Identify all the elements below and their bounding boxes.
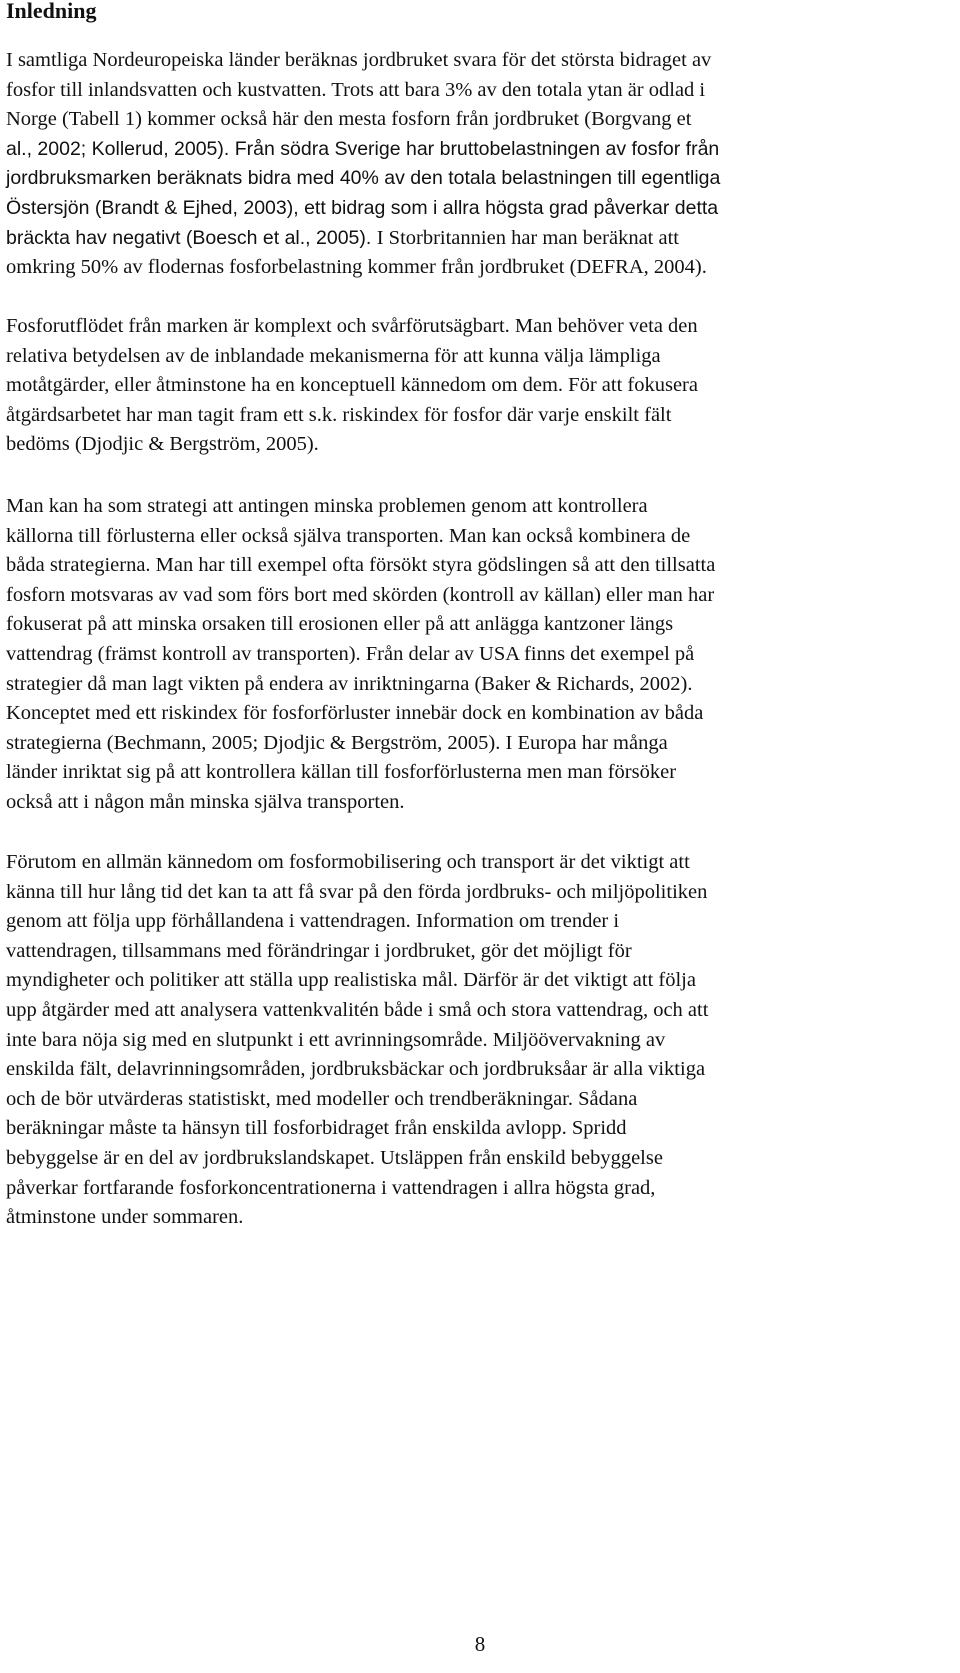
text-line <box>6 610 954 640</box>
text-run: myndigheter och politiker att ställa upp realistiska mål. Därför är det viktigt att följa <box>6 969 696 992</box>
text-line <box>6 312 954 342</box>
text-line <box>6 194 954 224</box>
text-line <box>6 46 954 76</box>
text-line <box>6 135 954 165</box>
text-run: båda strategierna. Man har till exempel ofta försökt styra gödslingen så att den tillsatta <box>6 554 716 577</box>
text-run: Östersjön (Brandt & Ejhed, 2003), ett bidrag som i allra högsta grad påverkar detta <box>6 196 719 219</box>
text-run: Konceptet med ett riskindex för fosforförluster innebär dock en kombination av båda <box>6 702 704 725</box>
text-run: bräckta hav negativt (Boesch et al., 2005). <box>6 226 377 249</box>
text-run: åtgärdsarbetet har man tagit fram ett s.k. riskindex för fosfor där varje enskilt fält <box>6 403 672 426</box>
text-line <box>6 253 954 283</box>
text-line <box>6 401 954 431</box>
text-run: inte bara nöja sig med en slutpunkt i ett avrinningsområde. Miljöövervakning av <box>6 1028 666 1051</box>
text-line <box>6 758 954 788</box>
section-heading: Inledning <box>6 0 97 23</box>
text-run: Norge (Tabell 1) kommer också här den mesta fosforn från jordbruket (Borgvang et <box>6 108 692 131</box>
text-run: motåtgärder, eller åtminstone ha en konceptuell kännedom om dem. För att fokusera <box>6 374 698 397</box>
text-line <box>6 966 954 996</box>
text-run: jordbruksmarken beräknats bidra med 40% av den totala belastningen till egentliga <box>6 167 721 190</box>
text-run: också att i någon mån minska själva transporten. <box>6 790 405 813</box>
text-line <box>6 224 954 254</box>
text-run: påverkar fortfarande fosforkoncentrationerna i vattendragen i allra högsta grad, <box>6 1176 656 1199</box>
text-run: Man kan ha som strategi att antingen minska problemen genom att kontrollera <box>6 495 648 517</box>
text-run: källorna till förlusterna eller också själva transporten. Man kan också kombinera de <box>6 524 691 547</box>
text-run: genom att följa upp förhållandena i vattendragen. Information om trender i <box>6 910 620 933</box>
text-line <box>6 1203 954 1233</box>
text-line <box>6 1144 954 1174</box>
text-line <box>6 581 954 611</box>
paragraph-3 <box>6 492 954 818</box>
text-run: bedöms (Djodjic & Bergström, 2005). <box>6 433 319 456</box>
text-line <box>6 1114 954 1144</box>
text-line <box>6 551 954 581</box>
page-number: 8 <box>474 1632 486 1656</box>
text-run: känna till hur lång tid det kan ta att få svar på den förda jordbruks- och miljöpolitiken <box>6 880 708 903</box>
text-line <box>6 996 954 1026</box>
text-run: omkring 50% av flodernas fosforbelastning kommer från jordbruket (DEFRA, 2004). <box>6 256 707 279</box>
text-line <box>6 1026 954 1056</box>
text-line <box>6 1174 954 1204</box>
text-line <box>6 105 954 135</box>
text-run: Fosforutflödet från marken är komplext och svårförutsägbart. Man behöver veta den <box>6 315 698 337</box>
text-line <box>6 430 954 460</box>
text-line <box>6 907 954 937</box>
text-run: bebyggelse är en del av jordbrukslandskapet. Utsläppen från enskild bebyggelse <box>6 1146 663 1169</box>
paragraph-1 <box>6 46 954 283</box>
text-run: I Storbritannien har man beräknat att <box>376 226 679 249</box>
text-run: enskilda fält, delavrinningsområden, jordbruksbäckar och jordbruksåar är alla viktiga <box>6 1058 706 1081</box>
text-run: strategier då man lagt vikten på endera av inriktningarna (Baker & Richards, 2002). <box>6 672 693 695</box>
text-line <box>6 878 954 908</box>
text-line <box>6 342 954 372</box>
text-line <box>6 371 954 401</box>
text-run: beräkningar måste ta hänsyn till fosforbidraget från enskilda avlopp. Spridd <box>6 1117 627 1140</box>
paragraph-2 <box>6 312 954 460</box>
text-line <box>6 848 954 878</box>
text-run: Förutom en allmän kännedom om fosformobilisering och transport är det viktigt att <box>6 851 690 873</box>
text-run: Från södra Sverige har bruttobelastningen av fosfor från <box>234 137 720 160</box>
text-run: åtminstone under sommaren. <box>6 1206 244 1229</box>
text-line <box>6 76 954 106</box>
text-line <box>6 522 954 552</box>
text-run: al., 2002; Kollerud, 2005). <box>6 137 235 160</box>
text-run: relativa betydelsen av de inblandade mekanismerna för att kunna välja lämpliga <box>6 344 661 367</box>
text-line <box>6 729 954 759</box>
text-run: vattendrag (främst kontroll av transporten). Från delar av USA finns det exempel på <box>6 642 695 665</box>
text-line <box>6 937 954 967</box>
text-run: fokuserat på att minska orsaken till erosionen eller på att anlägga kantzoner längs <box>6 613 674 636</box>
text-line <box>6 164 954 194</box>
text-run: strategierna (Bechmann, 2005; Djodjic & Bergström, 2005). I Europa har många <box>6 731 668 754</box>
text-run: upp åtgärder med att analysera vattenkvalitén både i små och stora vattendrag, och att <box>6 998 709 1021</box>
text-run: vattendragen, tillsammans med förändringar i jordbruket, gör det möjligt för <box>6 939 632 962</box>
text-line <box>6 492 954 522</box>
text-line <box>6 640 954 670</box>
text-run: länder inriktat sig på att kontrollera källan till fosforförlusterna men man försöker <box>6 761 677 784</box>
text-line <box>6 1055 954 1085</box>
text-run: fosfor till inlandsvatten och kustvatten. Trots att bara 3% av den totala ytan är odlad i <box>6 78 706 101</box>
text-line <box>6 699 954 729</box>
paragraph-4 <box>6 848 954 1233</box>
text-run: och de bör utvärderas statistiskt, med modeller och trendberäkningar. Sådana <box>6 1087 638 1110</box>
text-line <box>6 670 954 700</box>
text-run: I samtliga Nordeuropeiska länder beräknas jordbruket svara för det största bidraget av <box>6 49 712 71</box>
text-line <box>6 788 954 818</box>
text-run: fosforn motsvaras av vad som förs bort med skörden (kontroll av källan) eller man har <box>6 583 715 606</box>
text-line <box>6 1085 954 1115</box>
